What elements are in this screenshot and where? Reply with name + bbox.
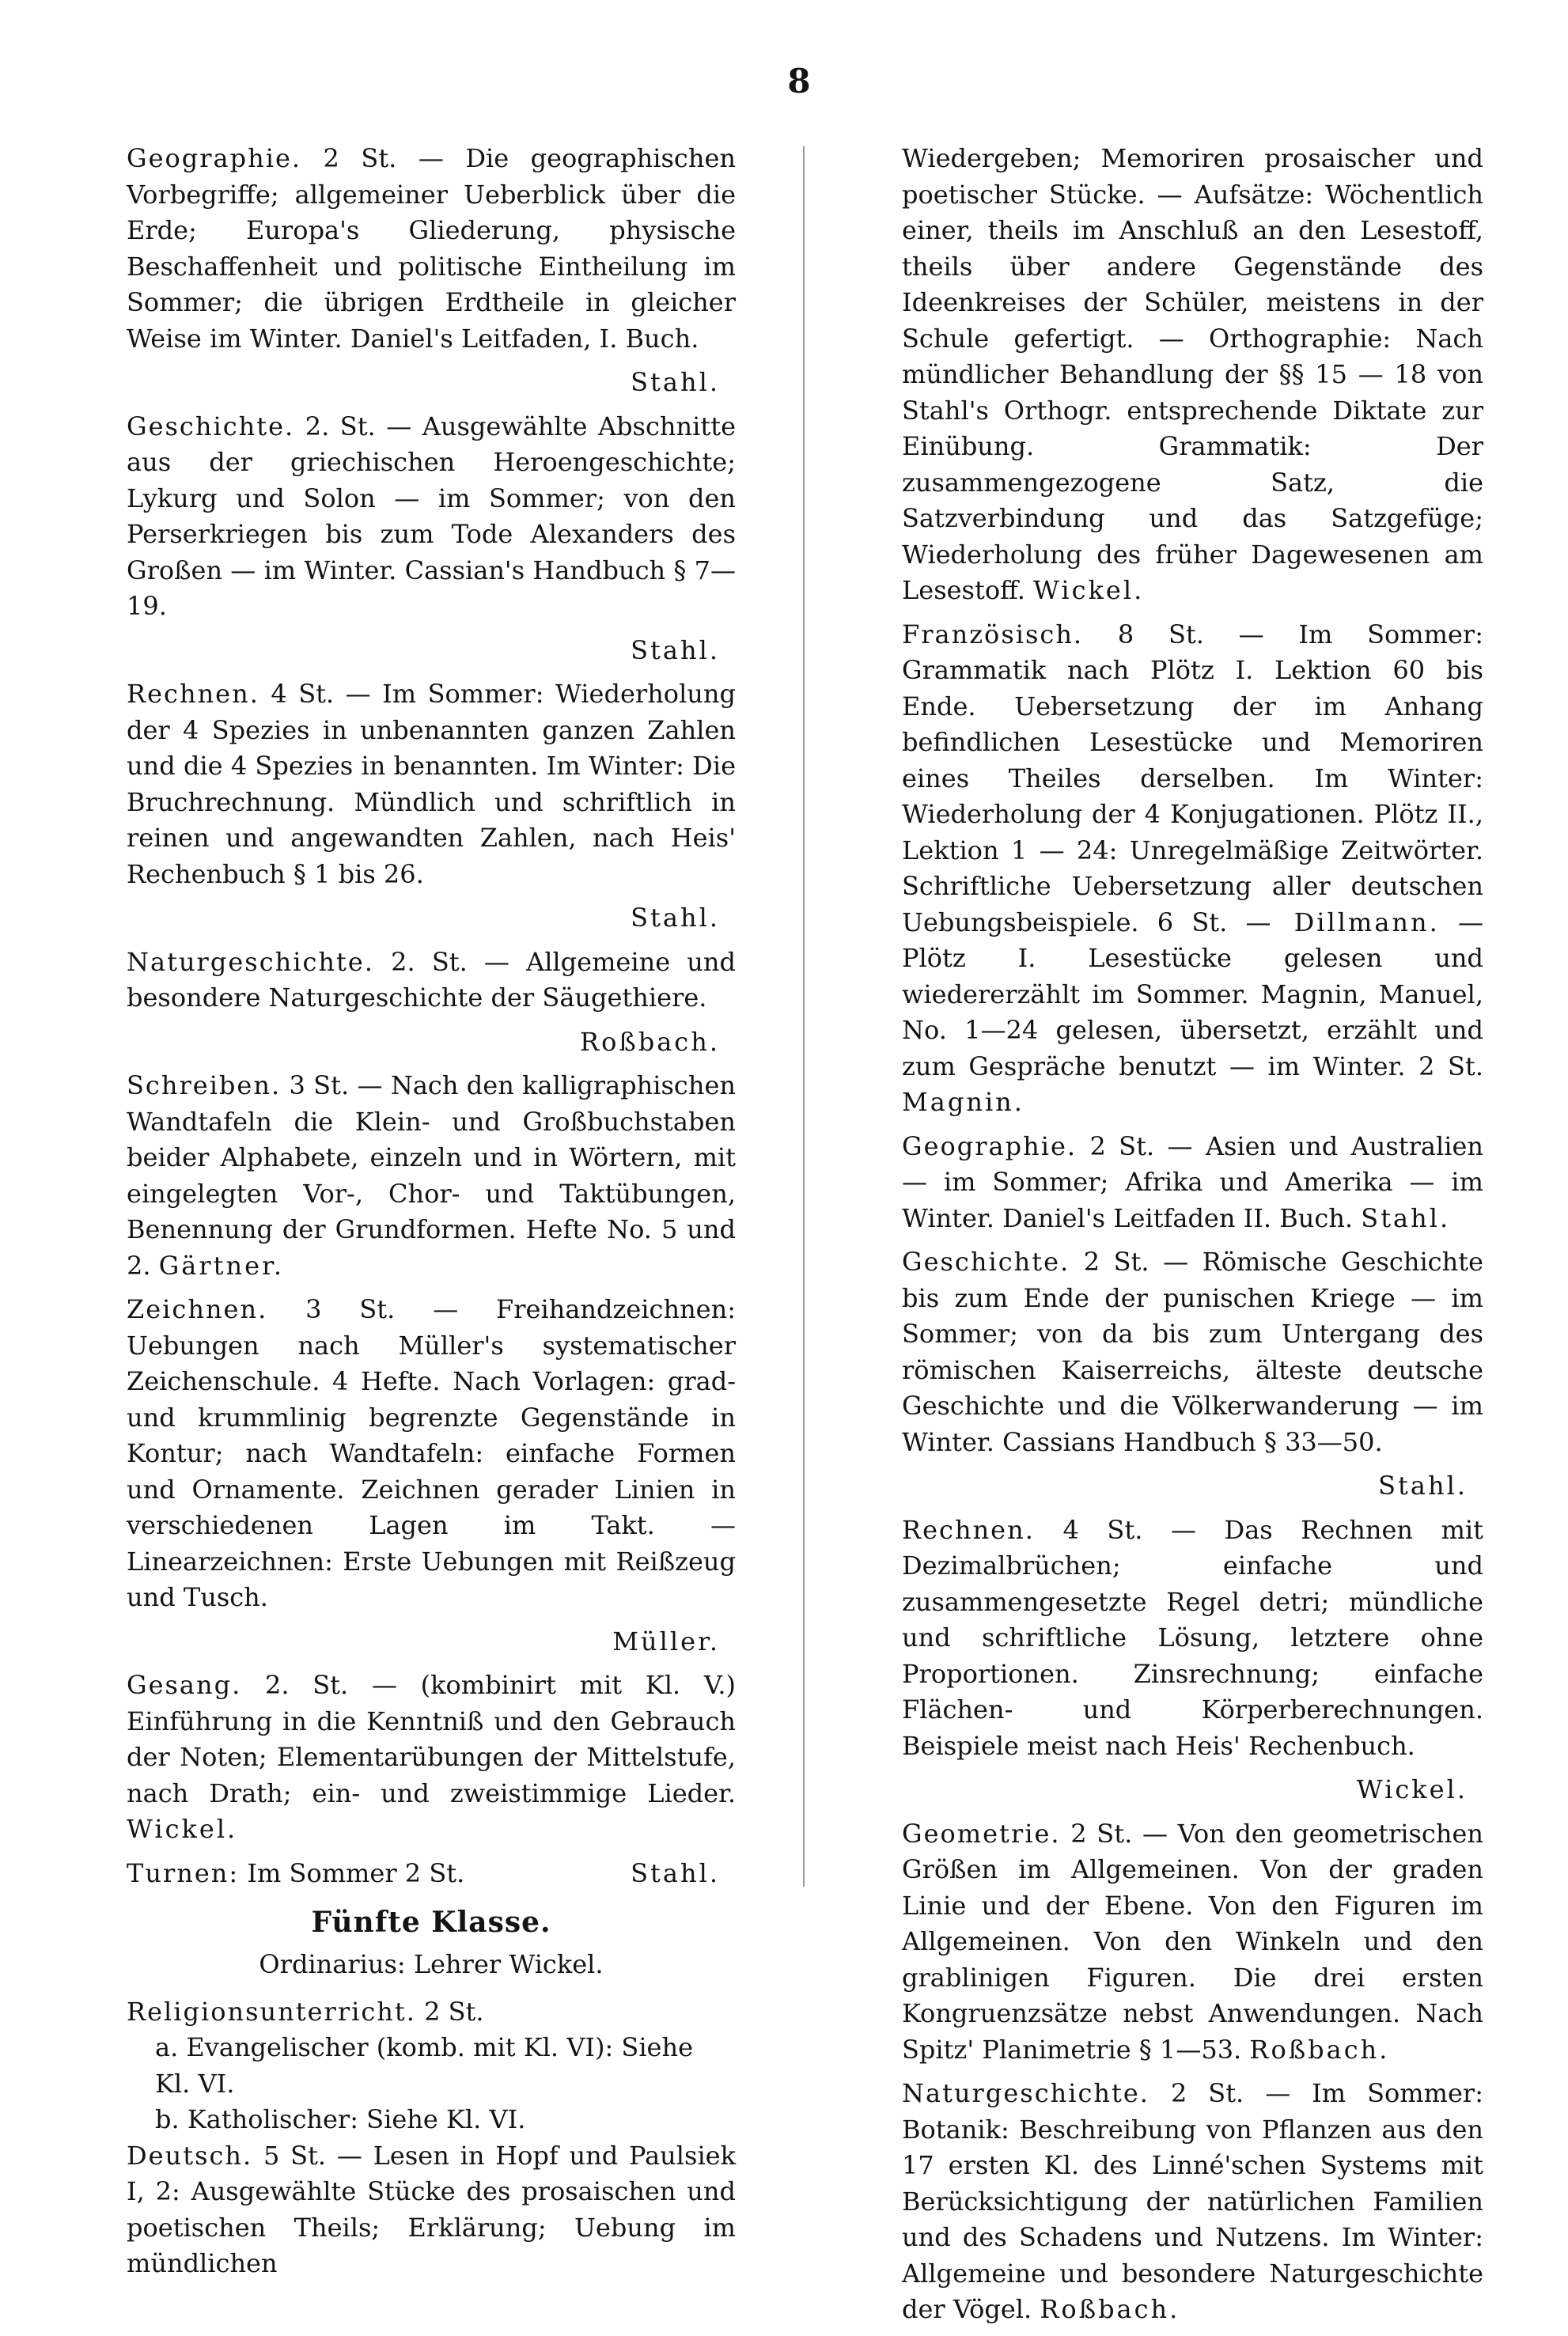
entry-head: Rechnen. xyxy=(127,679,259,709)
entry-franzoesisch xyxy=(902,617,1483,1121)
entry-teacher: — Dillmann. xyxy=(1245,907,1440,937)
entry-deutsch xyxy=(127,2138,736,2282)
entry-text: Im Sommer 2 St. xyxy=(247,1857,465,1888)
entry-geographie xyxy=(902,1129,1483,1237)
class-heading: Fünfte Klasse. xyxy=(311,1906,551,1939)
entry-text: 3 St. — Nach den kalligraphischen Wandtafeln die Klein- und Großbuchstaben beider Alphabete, einzeln und in Wörtern, mit eingelegten Vor-, Chor- und Taktübungen, Benennung der Grundformen. Hefte No. 5 und 2. xyxy=(127,1070,736,1281)
entry-text-2: — Plötz I. Lesestücke gelesen und wiedererzählt im Sommer. Magnin, Manuel, No. 1—24 gelesen, übersetzt, erzählt und zum Gespräche benutzt — im Winter. 2 St. xyxy=(902,907,1484,1081)
entry-head: Turnen: xyxy=(127,1857,240,1888)
entry-naturgeschichte xyxy=(902,2076,1483,2328)
entry-geometrie xyxy=(902,1816,1483,2069)
entry-gesang xyxy=(127,1668,736,1848)
entry-religion xyxy=(127,1994,736,2031)
entry-teacher: Wickel. xyxy=(1356,1774,1468,1804)
entry-naturgeschichte xyxy=(127,945,736,1017)
entry-text: 2 St. — Von den geometrischen Größen im Allgemeinen. Von der graden Linie und der Ebene. Von den Figuren im Allgemeinen. Von den Winkeln und den grablinigen Figuren. Die drei ersten Kongruenzsätze nebst Anwendungen. Nach Spitz' Planimetrie § 1—53. xyxy=(902,1818,1484,2065)
entry-head: Gesang. xyxy=(127,1670,242,1700)
religion-item-b: b. Katholischer: Siehe Kl. VI. xyxy=(155,2104,526,2134)
entry-text: Wiedergeben; Memoriren prosaischer und poetischer Stücke. — Aufsätze: Wöchentlich einer, theils im Anschluß an den Lesestoff, theils über andere Gegenstände des Ideenkreises der Schüler, meistens in der Schule gefertigt. — Orthographie: Nach mündlicher Behandlung der §§ 15 — 18 von Stahl's Orthogr. entsprechende Diktate zur Einübung. Grammatik: Der zusammengezogene Satz, die Satzverbindung und das Satzgefüge; Wiederholung des früher Dagewesenen am Lesestoff. xyxy=(902,143,1483,605)
entry-text: 2 St. — Römische Geschichte bis zum Ende der punischen Kriege — im Sommer; von da bis zum Untergang des römischen Kaiserreichs, älteste deutsche Geschichte und die Völkerwanderung — im Winter. Cassians Handbuch § 33—50. xyxy=(902,1247,1483,1457)
right-column xyxy=(902,141,1483,2336)
entry-head: Religionsunterricht. xyxy=(127,1996,416,2027)
entry-teacher: Roßbach. xyxy=(580,1026,720,1057)
entry-text: 8 St. — Im Sommer: Grammatik nach Plötz I. Lektion 60 bis Ende. Uebersetzung der im Anhang befindlichen Lesestücke und Memoriren eines Theiles derselben. Im Winter: Wiederholung der 4 Konjugationen. Plötz II., Lektion 1 — 24: Unregelmäßige Zeitwörter. Schriftliche Uebersetzung aller deutschen Uebungsbeispiele. 6 St. xyxy=(902,619,1484,937)
entry-teacher: Müller. xyxy=(612,1626,720,1656)
entry-text: 2 St. xyxy=(424,1996,484,2027)
entry-teacher: Roßbach. xyxy=(1040,2294,1180,2324)
entry-teacher: Wickel. xyxy=(1033,575,1145,605)
entry-text: 4 St. — Das Rechnen mit Dezimalbrüchen; einfache und zusammengesetzte Regel detri; mündliche und schriftliche Lösung, letztere ohne Proportionen. Zinsrechnung; einfache Flächen- und Körperberechnungen. Beispiele meist nach Heis' Rechenbuch. xyxy=(902,1514,1484,1761)
entry-text: 2. St. — (kombinirt mit Kl. V.) Einführung in die Kenntniß und den Gebrauch der Noten; Elementarübungen der Mittelstufe, nach Drath; ein- und zweistimmige Lieder. xyxy=(127,1670,737,1808)
entry-head: Geographie. xyxy=(127,143,302,173)
entry-teacher-2: Magnin. xyxy=(902,1087,1025,1117)
column-divider xyxy=(803,146,805,1887)
entry-text: 2. St. — Ausgewählte Abschnitte aus der griechischen Heroengeschichte; Lykurg und Solon — im Sommer; von den Perserkriegen bis zum Tode Alexanders des Großen — im Winter. Cassian's Handbuch § 7—19. xyxy=(127,411,737,621)
entry-head: Schreiben. xyxy=(127,1070,282,1100)
entry-geschichte xyxy=(127,409,736,625)
entry-text: 2 St. — Die geographischen Vorbegriffe; allgemeiner Ueberblick über die Erde; Europa's Gliederung, physische Beschaffenheit und politische Eintheilung im Sommer; die übrigen Erdtheile in gleicher Weise im Winter. Daniel's Leitfaden, I. Buch. xyxy=(127,143,736,354)
entry-head: Geschichte. xyxy=(127,411,295,441)
entry-text: 2. St. — Allgemeine und besondere Naturgeschichte der Säugethiere. xyxy=(127,946,737,1013)
entry-text: 5 St. — Lesen in Hopf und Paulsiek I, 2: Ausgewählte Stücke des prosaischen und poetischen Theils; Erklärung; Uebung im mündlichen xyxy=(127,2140,737,2278)
entry-rechnen xyxy=(127,676,736,892)
entry-geographie xyxy=(127,141,736,357)
entry-head: Naturgeschichte. xyxy=(127,946,374,977)
entry-zeichnen xyxy=(127,1292,736,1616)
entry-turnen xyxy=(127,1856,736,1892)
entry-teacher: Gärtner. xyxy=(158,1250,284,1281)
left-column xyxy=(127,141,736,2290)
entry-head: Rechnen. xyxy=(902,1514,1035,1545)
entry-deutsch-continued xyxy=(902,141,1483,609)
entry-teacher: Stahl. xyxy=(631,903,720,933)
entry-teacher: Roßbach. xyxy=(1249,2034,1390,2065)
entry-schreiben xyxy=(127,1068,736,1284)
entry-teacher: Wickel. xyxy=(127,1814,238,1844)
entry-text: 3 St. — Freihandzeichnen: Uebungen nach Müller's systematischer Zeichenschule. 4 Hefte. Nach Vorlagen: grad- und krummlinig begrenzte Gegenstände in Kontur; nach Wandtafeln: einfache Formen und Ornamente. Zeichnen gerader Linien in verschiedenen Lagen im Takt. — Linearzeichnen: Erste Uebungen mit Reißzeug und Tusch. xyxy=(127,1294,737,1612)
entry-geschichte xyxy=(902,1244,1483,1460)
entry-teacher: Stahl. xyxy=(1378,1471,1468,1501)
entry-rechnen xyxy=(902,1513,1483,1765)
entry-text: 4 St. — Im Sommer: Wiederholung der 4 Spezies in unbenannten ganzen Zahlen und die 4 Spezies in benannten. Im Winter: Die Bruchrechnung. Mündlich und schriftlich in reinen und angewandten Zahlen, nach Heis' Rechenbuch § 1 bis 26. xyxy=(127,679,737,889)
entry-teacher: Stahl. xyxy=(631,634,720,665)
entry-head: Geschichte. xyxy=(902,1247,1070,1277)
page-number: 8 xyxy=(787,62,811,100)
entry-teacher: Stahl. xyxy=(631,367,720,397)
entry-teacher: Stahl. xyxy=(631,1857,720,1888)
entry-head: Französisch. xyxy=(902,619,1084,649)
entry-head: Geometrie. xyxy=(902,1818,1061,1849)
entry-text: 2 St. — Im Sommer: Botanik: Beschreibung von Pflanzen aus den 17 ersten Kl. des Linné'schen Systems mit Berücksichtigung der natürlichen Familien und des Schadens und Nutzens. Im Winter: Allgemeine und besondere Naturgeschichte der Vögel. xyxy=(902,2078,1484,2324)
religion-item-a: a. Evangelischer (komb. mit Kl. VI): Siehe Kl. VI. xyxy=(155,2032,694,2099)
ordinarius: Ordinarius: Lehrer Wickel. xyxy=(259,1949,604,1979)
entry-head: Zeichnen. xyxy=(127,1294,268,1324)
entry-text: 2 St. — Asien und Australien — im Sommer; Afrika und Amerika — im Winter. Daniel's Leitfaden II. Buch. xyxy=(902,1130,1484,1233)
entry-head: Deutsch. xyxy=(127,2140,253,2171)
entry-teacher: Stahl. xyxy=(1361,1202,1451,1233)
entry-head: Naturgeschichte. xyxy=(902,2078,1149,2108)
entry-head: Geographie. xyxy=(902,1130,1078,1161)
